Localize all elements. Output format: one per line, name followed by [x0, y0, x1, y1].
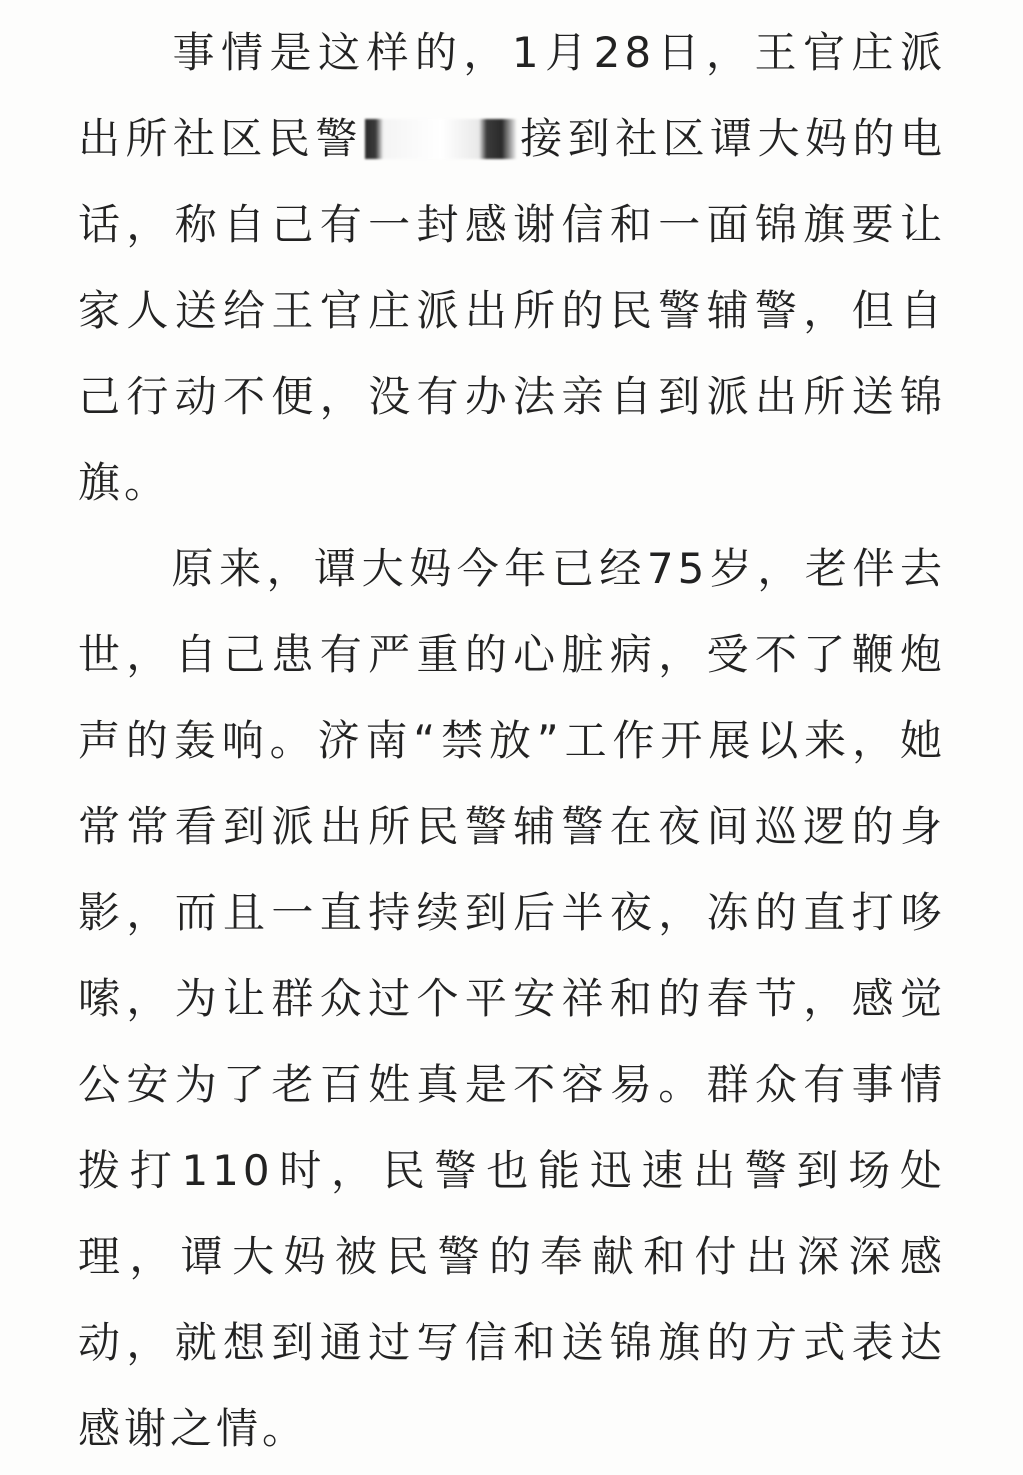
paragraph-2: [78, 526, 946, 1472]
paragraph-1: [78, 10, 946, 526]
paragraph-1-text-start: 事情是这样的，1月28日，王官庄派出所社区民警: [78, 28, 946, 163]
paragraph-2-text: 原来，谭大妈今年已经75岁，老伴去世，自己患有严重的心脏病，受不了鞭炮声的轰响。济南“禁放”工作开展以来，她常常看到派出所民警辅警在夜间巡逻的身影，而且一直持续到后半夜，冻的直打哆嗦，为让群众过个平安祥和的春节，感觉公安为了老百姓真是不容易。群众有事情拨打110时，民警也能迅速出警到场处理，谭大妈被民警的奉献和付出深深感动，就想到通过写信和送锦旗的方式表达感谢之情。: [78, 544, 946, 1453]
article-body: [78, 10, 946, 1472]
redacted-name-blur: [365, 119, 517, 159]
paragraph-1-text-end: 接到社区谭大妈的电话，称自己有一封感谢信和一面锦旗要让家人送给王官庄派出所的民警辅警，但自己行动不便，没有办法亲自到派出所送锦旗。: [78, 114, 946, 507]
